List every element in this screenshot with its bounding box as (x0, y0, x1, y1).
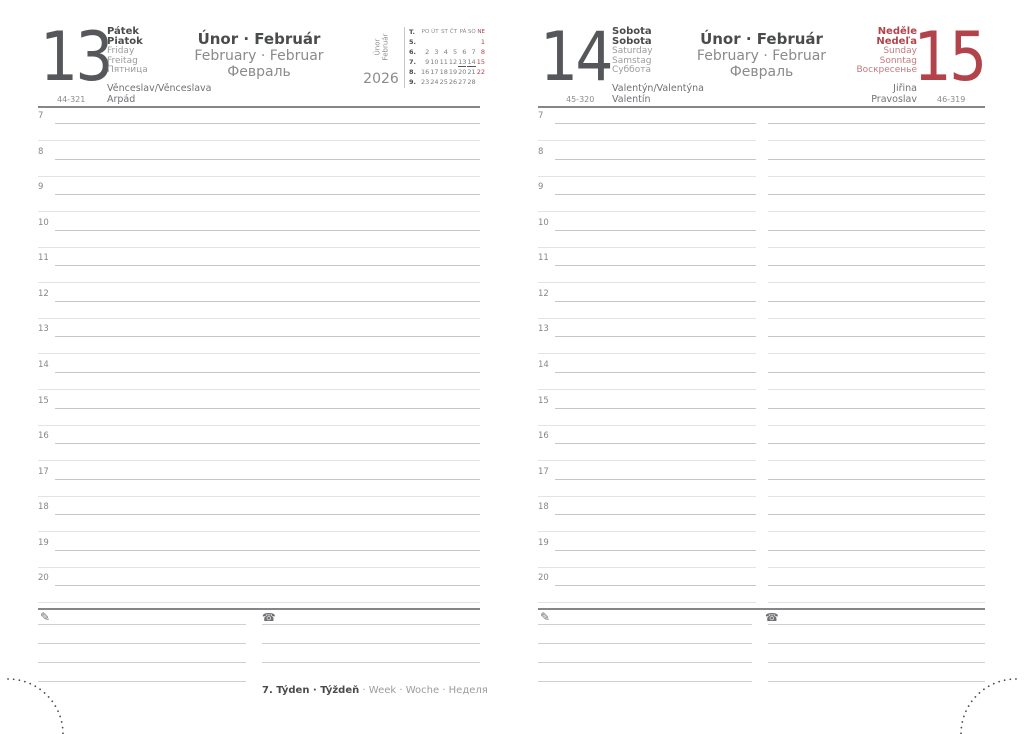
minical-day-8 (477, 47, 486, 57)
hour-line-day15 (768, 425, 985, 426)
minical-day-22 (477, 67, 486, 77)
minical-day-empty (467, 37, 476, 47)
minical-day-value: 2 (425, 48, 430, 56)
minical-dayname-NE: NE (477, 29, 485, 35)
minical-weeknum-6.: 6. (409, 48, 416, 56)
hour-line (38, 425, 480, 426)
minical-day-value: 8 (480, 48, 485, 56)
hour-label-8: 8 (538, 146, 544, 157)
pencil-icon: ✎ (540, 610, 551, 624)
calendar-divider (404, 27, 405, 88)
phone-icon: ☎ (765, 611, 779, 624)
hour-line (55, 336, 480, 337)
minical-day-12 (449, 57, 458, 67)
hour-label-18: 18 (538, 502, 549, 513)
note-line (768, 681, 985, 682)
note-line (38, 643, 246, 644)
hour-slot-16 (538, 430, 985, 466)
hour-slot-20 (38, 572, 480, 608)
pencil-icon: ✎ (40, 610, 51, 624)
hour-slot-13 (538, 323, 985, 359)
minical-dayname-ST: ST (440, 29, 448, 35)
hour-line (55, 443, 480, 444)
minical-day-value: 18 (439, 68, 448, 76)
minical-day-18 (440, 67, 449, 77)
day-of-year-15: 46-319 (937, 95, 966, 104)
minical-day-empty (458, 37, 467, 47)
minical-day-value: 15 (476, 58, 485, 66)
hour-line-day14 (555, 194, 756, 195)
hour-line-day15 (768, 123, 985, 124)
hour-slot-11 (38, 252, 480, 288)
notes-area-right (538, 608, 985, 704)
hour-line (38, 247, 480, 248)
hour-line (55, 372, 480, 373)
note-line (262, 643, 480, 644)
week-footer (262, 685, 488, 696)
month-title-ende: February · Februar (696, 48, 827, 64)
mini-calendar (409, 27, 483, 87)
day-name: Samstag (612, 55, 652, 66)
day-name: Sonntag (879, 55, 917, 66)
day-name: Nedeľa (876, 36, 917, 47)
hour-line-day14 (538, 496, 756, 497)
hour-line-day14 (538, 140, 756, 141)
minical-day-4 (440, 47, 449, 57)
hour-line-day15 (768, 389, 985, 390)
hour-slot-12 (538, 288, 985, 324)
hour-slot-18 (538, 501, 985, 537)
minical-dayname-ÚT: ÚT (431, 29, 439, 35)
right-page (538, 0, 985, 734)
note-line (768, 624, 985, 625)
hour-line-day14 (555, 301, 756, 302)
minical-day-value: 22 (476, 68, 485, 76)
hour-line (55, 230, 480, 231)
minical-day-20 (458, 67, 467, 77)
day-name: Суббота (612, 65, 651, 76)
minical-dayname-PO: PO (421, 29, 430, 35)
hour-line (38, 496, 480, 497)
hour-line-day15 (768, 408, 985, 409)
day-name: Friday (107, 46, 135, 56)
hour-label-7: 7 (38, 111, 44, 121)
hour-slot-11 (538, 252, 985, 288)
hour-line-day15 (768, 496, 985, 497)
note-line (768, 643, 985, 644)
hour-label-18: 18 (38, 502, 49, 513)
name-day: Jiřina (893, 83, 917, 94)
minical-day-empty (449, 37, 458, 47)
hour-label-13: 13 (38, 324, 49, 335)
hour-line-day14 (538, 389, 756, 390)
hour-line (38, 176, 480, 177)
hour-line-day15 (768, 282, 985, 283)
month-title-ru: Февраль (729, 64, 794, 80)
hour-label-20: 20 (538, 573, 549, 584)
hour-line-day14 (538, 567, 756, 568)
month-title-ende: February · Februar (194, 48, 324, 64)
day-name: Neděle (877, 26, 917, 37)
header-rule (538, 106, 985, 108)
minical-day-value: 1 (480, 38, 485, 46)
phone-icon: ☎ (262, 611, 276, 624)
hour-line (38, 567, 480, 568)
hour-line-day15 (768, 585, 985, 586)
day-of-year-14: 45-320 (566, 95, 595, 104)
hour-line-day14 (555, 336, 756, 337)
notes-separator (538, 608, 985, 610)
week-footer-bold: 7. Týden · Týždeň (262, 685, 360, 696)
year-label: 2026 (363, 71, 399, 87)
header-rule (38, 106, 480, 108)
hour-grid-14-15 (538, 110, 985, 608)
minical-weeknum-9.: 9. (409, 78, 416, 86)
hour-line-day15 (768, 372, 985, 373)
hour-slot-19 (38, 537, 480, 573)
hour-label-10: 10 (538, 217, 549, 228)
minical-day-value: 6 (462, 48, 467, 56)
name-day: Valentín (612, 93, 651, 105)
hour-line-day15 (768, 443, 985, 444)
hour-line (55, 514, 480, 515)
day-name: Воскресенье (856, 65, 917, 76)
hour-line-day15 (768, 211, 985, 212)
hour-label-13: 13 (538, 324, 549, 335)
day-name: Freitag (107, 55, 138, 66)
name-day: Valentýn/Valentýna (612, 83, 704, 94)
hour-line-day14 (538, 602, 756, 603)
hour-line-day15 (768, 514, 985, 515)
minical-weeknum-7.: 7. (409, 58, 416, 66)
hour-label-14: 14 (538, 359, 549, 370)
hour-line (38, 282, 480, 283)
minical-day-empty (421, 37, 430, 47)
hour-slot-14 (38, 359, 480, 395)
day-name: Pátek (107, 26, 140, 37)
day-names-15 (856, 27, 917, 76)
minical-dayname-PÁ: PÁ (459, 29, 467, 35)
note-line (38, 662, 246, 663)
hour-line-day14 (538, 353, 756, 354)
minical-day-value: 11 (439, 58, 448, 66)
hour-line-day14 (538, 176, 756, 177)
hour-slot-20 (538, 572, 985, 608)
hour-line-day15 (768, 602, 985, 603)
hour-line (38, 460, 480, 461)
note-line (538, 643, 752, 644)
hour-line (38, 531, 480, 532)
minical-day-value: 10 (430, 58, 439, 66)
minical-day-10 (430, 57, 439, 67)
minical-day-21 (467, 67, 476, 77)
minical-day-24 (430, 77, 439, 87)
minical-day-value: 28 (467, 78, 476, 86)
day-number-14: 14 (540, 18, 611, 97)
hour-line-day14 (555, 479, 756, 480)
hour-slot-9 (38, 181, 480, 217)
hour-label-19: 19 (538, 537, 549, 548)
month-title-czsk: Únor · Február (197, 30, 321, 48)
hour-line-day14 (538, 460, 756, 461)
hour-line-day14 (555, 443, 756, 444)
hour-label-11: 11 (538, 253, 549, 264)
hour-slot-13 (38, 323, 480, 359)
minical-day-16 (421, 67, 430, 77)
minical-weeknum-8.: 8. (409, 68, 416, 76)
hour-label-8: 8 (38, 146, 44, 157)
hour-label-9: 9 (538, 182, 544, 193)
minical-day-value: 27 (458, 78, 467, 86)
minical-day-value: 21 (467, 68, 476, 76)
hour-line (38, 211, 480, 212)
day-name: Пятница (107, 65, 148, 76)
minical-day-3 (430, 47, 439, 57)
minical-day-11 (440, 57, 449, 67)
hour-label-16: 16 (538, 431, 549, 442)
hour-label-9: 9 (38, 182, 44, 193)
name-day: Pravoslav (871, 93, 917, 105)
hour-label-10: 10 (38, 217, 49, 228)
hour-label-11: 11 (38, 253, 49, 264)
hour-slot-8 (538, 146, 985, 182)
hour-label-17: 17 (538, 466, 549, 477)
minical-day-value: 7 (471, 48, 476, 56)
minical-day-empty (477, 77, 486, 87)
hour-line-day14 (538, 531, 756, 532)
hour-line (38, 140, 480, 141)
day-number-15: 15 (914, 18, 985, 97)
minical-day-1 (477, 37, 486, 47)
hour-slot-12 (38, 288, 480, 324)
hour-slot-15 (38, 395, 480, 431)
hour-line-day14 (538, 318, 756, 319)
note-line (262, 662, 480, 663)
hour-line-day15 (768, 567, 985, 568)
hour-line (55, 123, 480, 124)
minical-day-7 (467, 47, 476, 57)
hour-line (55, 265, 480, 266)
minical-day-value: 24 (430, 78, 439, 86)
note-line (538, 662, 752, 663)
note-line (768, 662, 985, 663)
hour-line-day14 (555, 585, 756, 586)
hour-line-day15 (768, 353, 985, 354)
minical-day-value: 20 (458, 68, 467, 76)
name-day: Arpád (107, 93, 136, 105)
hour-line (55, 585, 480, 586)
hour-label-19: 19 (38, 537, 49, 548)
hour-label-20: 20 (38, 573, 49, 584)
rotated-month-label (358, 26, 404, 68)
month-title-ru: Февраль (227, 64, 291, 80)
hour-line (38, 389, 480, 390)
hour-line-day14 (555, 230, 756, 231)
hour-label-12: 12 (538, 288, 549, 299)
side-month-line: Únor (372, 38, 381, 56)
note-line (538, 624, 752, 625)
minical-day-27 (458, 77, 467, 87)
minical-dayname-SO: SO (467, 29, 476, 35)
minical-week-header: T. (409, 28, 415, 36)
minical-day-value: 4 (443, 48, 448, 56)
minical-day-value: 13 (458, 58, 467, 66)
note-line (538, 681, 752, 682)
minical-day-value: 19 (448, 68, 458, 76)
hour-line-day14 (538, 282, 756, 283)
hour-line-day14 (555, 550, 756, 551)
hour-line-day15 (768, 550, 985, 551)
minical-day-2 (421, 47, 430, 57)
hour-line (38, 602, 480, 603)
side-month-line: Február (380, 33, 389, 61)
hour-line (55, 550, 480, 551)
minical-day-value: 17 (430, 68, 439, 76)
hour-label-16: 16 (38, 431, 49, 442)
minical-day-value: 26 (448, 78, 458, 86)
minical-dayname-ČT: ČT (449, 29, 458, 35)
hour-label-17: 17 (38, 466, 49, 477)
hour-slot-8 (38, 146, 480, 182)
day-name: Sobota (612, 26, 652, 37)
hour-slot-10 (38, 217, 480, 253)
hour-line-day15 (768, 336, 985, 337)
hour-line-day15 (768, 194, 985, 195)
hour-slot-7 (38, 110, 480, 146)
hour-grid-13 (38, 110, 480, 608)
hour-line-day15 (768, 460, 985, 461)
left-page (38, 0, 488, 734)
perforation-arc-bottom-left (0, 674, 70, 734)
hour-line (55, 408, 480, 409)
hour-line-day14 (538, 211, 756, 212)
minical-day-17 (430, 67, 439, 77)
minical-day-9 (421, 57, 430, 67)
hour-slot-19 (538, 537, 985, 573)
day-name: Saturday (612, 46, 653, 56)
hour-line (55, 479, 480, 480)
minical-day-6 (458, 47, 467, 57)
hour-label-15: 15 (38, 395, 49, 406)
day-name: Sobota (612, 36, 652, 47)
hour-line-day15 (768, 301, 985, 302)
hour-slot-14 (538, 359, 985, 395)
minical-day-28 (467, 77, 476, 87)
minical-day-13 (458, 57, 467, 67)
hour-line-day14 (555, 408, 756, 409)
hour-line-day15 (768, 479, 985, 480)
minical-day-14 (467, 57, 476, 67)
minical-day-value: 5 (452, 48, 458, 56)
minical-day-19 (449, 67, 458, 77)
month-title-czsk: Únor · Február (700, 30, 823, 48)
minical-day-empty (440, 37, 449, 47)
minical-day-value: 25 (439, 78, 448, 86)
hour-line-day14 (555, 123, 756, 124)
hour-line-day14 (555, 159, 756, 160)
hour-slot-17 (38, 466, 480, 502)
minical-day-value: 9 (425, 58, 430, 66)
minical-weeknum-5.: 5. (409, 38, 416, 46)
hour-line-day14 (555, 265, 756, 266)
notes-separator (38, 608, 480, 610)
hour-slot-15 (538, 395, 985, 431)
hour-slot-18 (38, 501, 480, 537)
day-number-13: 13 (40, 18, 111, 97)
hour-label-14: 14 (38, 359, 49, 370)
hour-label-7: 7 (538, 111, 544, 121)
name-days-15 (871, 84, 917, 105)
hour-line-day14 (555, 372, 756, 373)
hour-line-day15 (768, 318, 985, 319)
minical-day-value: 12 (448, 58, 458, 66)
hour-slot-7 (538, 110, 985, 146)
minical-day-empty (430, 37, 439, 47)
week-footer-rest: · Week · Woche · Неделя (359, 685, 488, 696)
hour-line-day15 (768, 247, 985, 248)
hour-line-day15 (768, 140, 985, 141)
hour-slot-10 (538, 217, 985, 253)
minical-day-value: 3 (434, 48, 439, 56)
hour-line (55, 194, 480, 195)
hour-slot-17 (538, 466, 985, 502)
minical-day-25 (440, 77, 449, 87)
hour-line-day15 (768, 531, 985, 532)
day-of-year-13: 44-321 (57, 95, 86, 104)
rotated-month-text (373, 34, 389, 61)
minical-day-value: 16 (421, 68, 430, 76)
hour-line-day14 (555, 514, 756, 515)
minical-day-23 (421, 77, 430, 87)
day-name: Sunday (883, 46, 917, 56)
hour-line (55, 159, 480, 160)
name-day: Věnceslav/Věnceslava (107, 83, 212, 94)
minical-day-value: 23 (421, 78, 430, 86)
hour-slot-16 (38, 430, 480, 466)
minical-day-value: 14 (467, 58, 476, 66)
hour-line-day15 (768, 176, 985, 177)
hour-slot-9 (538, 181, 985, 217)
perforation-arc-bottom-right (954, 674, 1024, 734)
minical-day-5 (449, 47, 458, 57)
hour-line-day14 (538, 247, 756, 248)
day-name: Piatok (107, 36, 143, 47)
name-days-13 (107, 84, 211, 105)
notes-area-left (38, 608, 488, 704)
name-days-14 (612, 84, 704, 105)
hour-line-day15 (768, 265, 985, 266)
note-line (38, 624, 246, 625)
hour-line-day14 (538, 425, 756, 426)
hour-line (55, 301, 480, 302)
hour-label-12: 12 (38, 288, 49, 299)
minical-day-15 (477, 57, 486, 67)
hour-line-day15 (768, 159, 985, 160)
hour-label-15: 15 (538, 395, 549, 406)
hour-line (38, 353, 480, 354)
note-line (262, 624, 480, 625)
minical-day-26 (449, 77, 458, 87)
hour-line-day15 (768, 230, 985, 231)
hour-line (38, 318, 480, 319)
